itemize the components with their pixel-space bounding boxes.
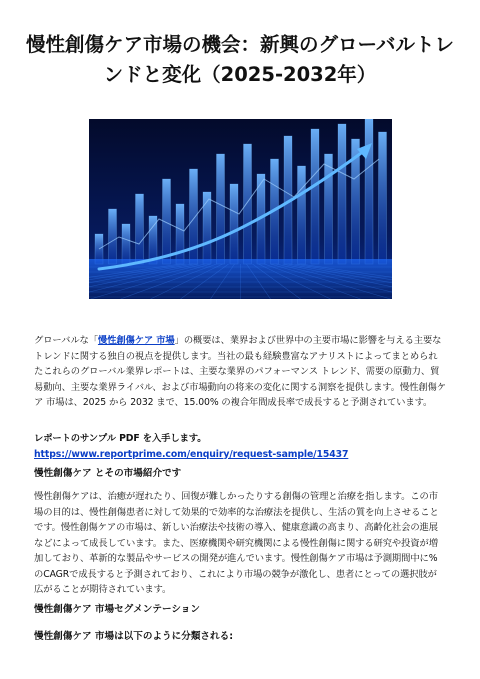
section-heading-intro: 慢性創傷ケア とその市場紹介です bbox=[34, 468, 182, 479]
chart-bar bbox=[298, 166, 306, 264]
page-title: 慢性創傷ケア市場の機会：新興のグローバルトレンドと変化（2025-2032年） bbox=[25, 33, 455, 86]
chart-bar bbox=[325, 154, 333, 264]
sample-pdf-link[interactable]: https://www.reportprime.com/enquiry/request-sample/15437 bbox=[34, 448, 349, 460]
chart-bar bbox=[122, 224, 130, 264]
bar-chart-growth-illustration bbox=[89, 119, 392, 299]
sample-label: レポートのサンプル PDF を入手します。 bbox=[34, 433, 207, 444]
intro-paragraph: グローバルな「慢性創傷ケア 市場」の概要は、業界および世界中の主要市場に影響を与える主要なトレンドに関する独自の視点を提供します。当社の最も経験豊富なアナリストによってまとめられたこれらのグローバル業界レポートは、主要な業界のパフォーマンス トレンド、需要の原動力、貿易動向、主要な業界ライバル、および市場動向の将来の変化に関する洞察を提供します。慢性創傷ケア 市場は、2025 から 2032 まで、15.00% の複合年間成長率で成長すると予測されています。 bbox=[34, 335, 446, 408]
chart-bar bbox=[379, 132, 387, 264]
sample-request bbox=[34, 431, 446, 462]
chart-bar bbox=[230, 184, 238, 264]
chart-bar bbox=[109, 209, 117, 264]
chart-bar bbox=[311, 129, 319, 264]
market-description: 慢性創傷ケアは、治癒が遅れたり、回復が難しかったりする創傷の管理と治療を指します。この市場の目的は、慢性創傷患者に対して効果的で効率的な治療法を提供し、生活の質を向上させることです。慢性創傷ケアの市場は、新しい治療法や技術の導入、健康意識の高まり、高齢化社会の進展などによって成長しています。また、医療機関や研究機関による慢性創傷に関する研究や投資が増加しており、革新的な製品やサービスの開発が進んでいます。慢性創傷ケア市場は予測期間中に%のCAGRで成長すると予測されており、これにより市場の競争が激化し、患者にとっての選択肢が広がることが期待されています。 bbox=[34, 491, 439, 595]
hero-image bbox=[89, 119, 392, 299]
chart-bar bbox=[136, 194, 144, 264]
section-heading-segmentation: 慢性創傷ケア 市場セグメンテーション bbox=[34, 604, 200, 615]
section-heading-classification: 慢性創傷ケア 市場は以下のように分類される: bbox=[34, 631, 234, 642]
chart-bar bbox=[176, 204, 184, 264]
chart-bar bbox=[338, 124, 346, 264]
chart-bar bbox=[217, 154, 225, 264]
market-report-link[interactable]: 慢性創傷ケア 市場 bbox=[97, 335, 175, 346]
chart-bar bbox=[203, 192, 211, 264]
chart-bar bbox=[365, 119, 373, 264]
chart-bar bbox=[244, 144, 252, 264]
